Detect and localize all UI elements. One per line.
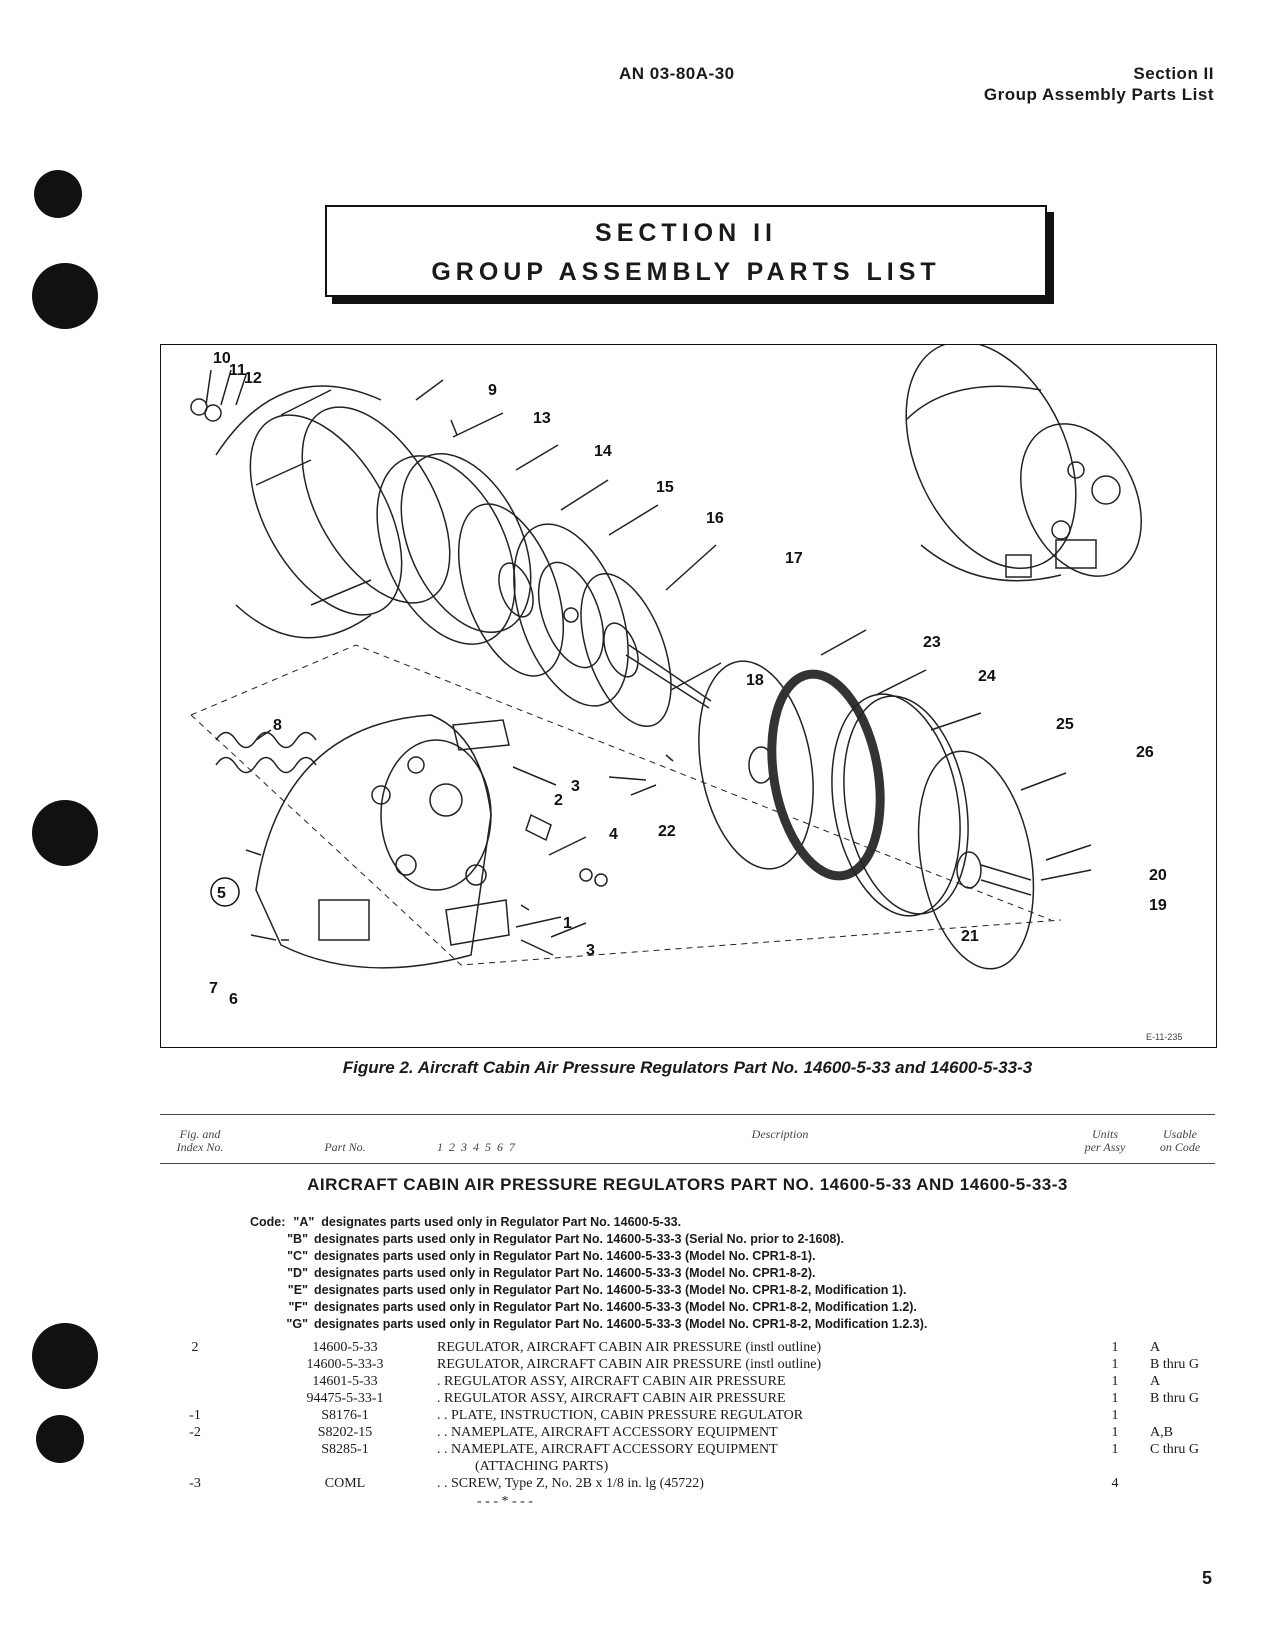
row-index: -3 — [189, 1476, 201, 1491]
attaching-parts-separator: - - - * - - - — [477, 1494, 533, 1509]
row-description-text: REGULATOR, AIRCRAFT CABIN AIR PRESSURE (instl outline) — [437, 1357, 822, 1372]
callout-3b: 3 — [586, 942, 595, 959]
code-letter: "C" — [287, 1249, 308, 1263]
binder-hole — [32, 263, 98, 329]
row-usable-code: A — [1150, 1374, 1161, 1389]
callout-3: 3 — [571, 778, 580, 795]
parts-list-title: AIRCRAFT CABIN AIR PRESSURE REGULATORS PART NO. 14600-5-33 AND 14600-5-33-3 — [307, 1175, 1068, 1194]
section-title-line2: GROUP ASSEMBLY PARTS LIST — [431, 258, 941, 286]
table-top-rule — [160, 1114, 1215, 1115]
col-part-no: Part No. — [324, 1140, 366, 1154]
callout-8: 8 — [273, 717, 282, 734]
callout-22: 22 — [658, 823, 676, 840]
drawing-id: E-11-235 — [1146, 1032, 1183, 1042]
code-text: designates parts used only in Regulator Part No. 14600-5-33-3 (Serial No. prior to 2-1608). — [314, 1232, 845, 1246]
section-title-box — [325, 205, 1047, 297]
callout-7: 7 — [209, 980, 218, 997]
callout-18: 18 — [746, 672, 764, 689]
row-units: 1 — [1111, 1408, 1119, 1423]
col-units: Units per Assy — [1084, 1127, 1126, 1154]
row-usable-code: B thru G — [1150, 1357, 1199, 1372]
callout-2: 2 — [554, 792, 563, 809]
code-prefix: Code: — [250, 1215, 286, 1229]
col-indent: 1 2 3 4 5 6 7 — [437, 1140, 515, 1154]
row-description-text: . . NAMEPLATE, AIRCRAFT ACCESSORY EQUIPMENT — [437, 1425, 778, 1440]
code-letter: "D" — [287, 1266, 308, 1280]
binder-hole — [34, 170, 82, 218]
binder-hole — [36, 1415, 84, 1463]
row-description-text: . . NAMEPLATE, AIRCRAFT ACCESSORY EQUIPMENT — [437, 1442, 778, 1457]
code-text: designates parts used only in Regulator Part No. 14600-5-33-3 (Model No. CPR1-8-2, Modification 1.2). — [314, 1300, 917, 1314]
binder-hole — [32, 800, 98, 866]
table-row — [160, 1357, 1215, 1374]
table-row — [160, 1442, 1215, 1459]
callout-6: 6 — [229, 991, 238, 1008]
code-text: designates parts used only in Regulator Part No. 14600-5-33-3 (Model No. CPR1-8-2, Modification 1). — [314, 1283, 907, 1297]
row-description-text: . . SCREW, Type Z, No. 2B x 1/8 in. lg (45722) — [437, 1476, 704, 1491]
table-row — [160, 1408, 1215, 1425]
callout-4: 4 — [609, 826, 618, 843]
table-row-attaching-parts — [160, 1459, 1215, 1476]
code-letter: "F" — [288, 1300, 308, 1314]
row-units: 1 — [1111, 1340, 1119, 1355]
row-usable-code: A,B — [1150, 1425, 1173, 1440]
callout-12: 12 — [244, 370, 262, 387]
code-text: designates parts used only in Regulator Part No. 14600-5-33-3 (Model No. CPR1-8-2). — [314, 1266, 816, 1280]
callout-15: 15 — [656, 479, 674, 496]
table-header-rule — [160, 1163, 1215, 1164]
page-number: 5 — [1202, 1568, 1213, 1588]
col-usable-on-code: Usable on Code — [1159, 1127, 1201, 1154]
table-row — [160, 1391, 1215, 1408]
code-row — [250, 1215, 681, 1229]
row-units: 4 — [1111, 1476, 1119, 1491]
row-part-no: S8176-1 — [321, 1408, 369, 1423]
callout-21: 21 — [961, 928, 979, 945]
row-usable-code: A — [1150, 1340, 1161, 1355]
code-row — [250, 1249, 816, 1263]
row-part-no: 94475-5-33-1 — [306, 1391, 384, 1406]
row-description-text: REGULATOR, AIRCRAFT CABIN AIR PRESSURE (instl outline) — [437, 1340, 822, 1355]
col-description: Description — [751, 1127, 809, 1141]
row-units: 1 — [1111, 1391, 1119, 1406]
code-text: designates parts used only in Regulator Part No. 14600-5-33-3 (Model No. CPR1-8-1). — [314, 1249, 816, 1263]
callout-26: 26 — [1136, 744, 1154, 761]
table-row — [160, 1476, 1215, 1493]
row-usable-code: B thru G — [1150, 1391, 1199, 1406]
code-row — [250, 1266, 816, 1280]
row-units: 1 — [1111, 1442, 1119, 1457]
row-description: (ATTACHING PARTS) — [475, 1459, 609, 1474]
row-description-text: . REGULATOR ASSY, AIRCRAFT CABIN AIR PRESSURE — [437, 1374, 786, 1389]
code-row — [250, 1300, 917, 1314]
row-description-text: . REGULATOR ASSY, AIRCRAFT CABIN AIR PRESSURE — [437, 1391, 786, 1406]
exploded-view-figure — [160, 344, 1217, 1048]
callout-9: 9 — [488, 382, 497, 399]
callout-23: 23 — [923, 634, 941, 651]
code-text: designates parts used only in Regulator Part No. 14600-5-33-3 (Model No. CPR1-8-2, Modification 1.2.3). — [314, 1317, 928, 1331]
code-letter: "A" — [293, 1215, 315, 1229]
callout-17: 17 — [785, 550, 803, 567]
code-row — [250, 1283, 906, 1297]
row-part-no: 14601-5-33 — [312, 1374, 378, 1389]
callout-5: 5 — [217, 885, 226, 902]
row-part-no: S8202-15 — [317, 1425, 373, 1440]
row-part-no: S8285-1 — [321, 1442, 369, 1457]
callout-20: 20 — [1149, 867, 1167, 884]
row-index: 2 — [191, 1340, 199, 1355]
callout-13: 13 — [533, 410, 551, 427]
callout-14: 14 — [594, 443, 612, 460]
callout-1: 1 — [563, 915, 572, 932]
row-index: -2 — [189, 1425, 201, 1440]
callout-25: 25 — [1056, 716, 1074, 733]
section-label: Section II — [1133, 64, 1214, 83]
row-part-no: 14600-5-33-3 — [306, 1357, 384, 1372]
callout-10: 10 — [213, 350, 231, 367]
binder-hole — [32, 1323, 98, 1389]
code-row — [250, 1317, 927, 1331]
col-fig-index: Fig. and Index No. — [176, 1127, 224, 1154]
row-part-no: COML — [324, 1476, 366, 1491]
table-row — [160, 1340, 1215, 1357]
row-units: 1 — [1111, 1357, 1119, 1372]
callout-11: 11 — [229, 362, 246, 379]
code-row — [250, 1232, 844, 1246]
row-units: 1 — [1111, 1425, 1119, 1440]
code-letter: "E" — [287, 1283, 308, 1297]
callout-24: 24 — [978, 668, 996, 685]
code-letter: "B" — [287, 1232, 308, 1246]
exploded-view-illustration — [161, 345, 1216, 1047]
row-usable-code: C thru G — [1150, 1442, 1199, 1457]
callout-16: 16 — [706, 510, 724, 527]
row-index: -1 — [189, 1408, 201, 1423]
row-part-no: 14600-5-33 — [312, 1340, 378, 1355]
row-description-text: . . PLATE, INSTRUCTION, CABIN PRESSURE REGULATOR — [437, 1408, 804, 1423]
section-title-line1: SECTION II — [595, 219, 777, 247]
section-subtitle: Group Assembly Parts List — [983, 85, 1214, 104]
figure-caption: Figure 2. Aircraft Cabin Air Pressure Regulators Part No. 14600-5-33 and 14600-5-33-3 — [342, 1058, 1033, 1077]
table-row — [160, 1425, 1215, 1442]
doc-number: AN 03-80A-30 — [619, 64, 735, 83]
code-text: designates parts used only in Regulator Part No. 14600-5-33. — [321, 1215, 682, 1229]
table-row — [160, 1374, 1215, 1391]
code-letter: "G" — [286, 1317, 308, 1331]
callout-19: 19 — [1149, 897, 1167, 914]
row-units: 1 — [1111, 1374, 1119, 1389]
